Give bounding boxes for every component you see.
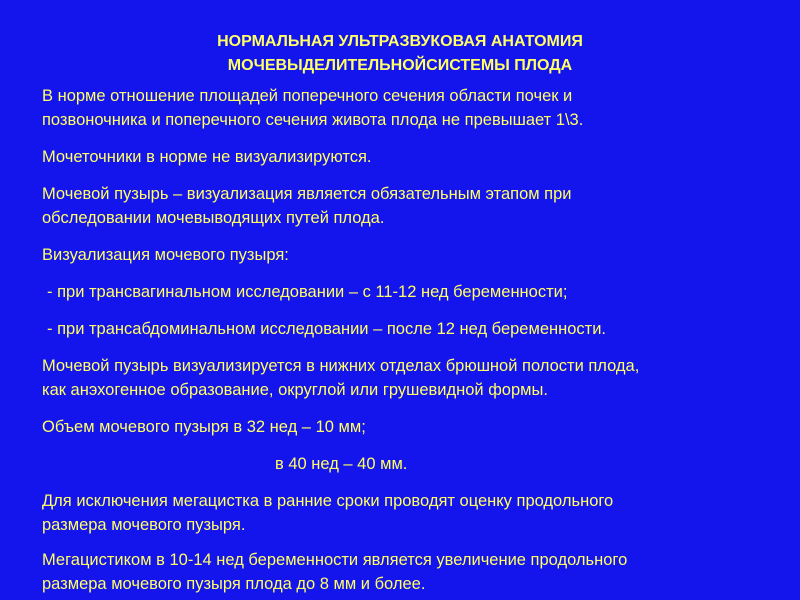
text-line: позвоночника и поперечного сечения живота плода не превышает 1\3. <box>42 111 584 129</box>
text-line: Для исключения мегацистка в ранние сроки проводят оценку продольного <box>42 492 614 510</box>
paragraph-bladder-location <box>42 354 782 402</box>
paragraph-ureters <box>42 145 782 169</box>
paragraph-transabdominal <box>42 317 782 341</box>
text-line: В норме отношение площадей поперечного сечения области почек и <box>42 87 573 105</box>
text-line: Мегацистиком в 10-14 нед беременности является увеличение продольного <box>42 551 628 569</box>
text-line: Мочеточники в норме не визуализируются. <box>42 148 372 166</box>
text-line: Объем мочевого пузыря в 32 нед – 10 мм; <box>42 418 366 436</box>
paragraph-ratio <box>42 84 782 132</box>
text-line: - при трансабдоминальном исследовании – после 12 нед беременности. <box>47 320 607 338</box>
paragraph-megacystis-definition <box>42 548 782 596</box>
text-line: Мочевой пузырь визуализируется в нижних отделах брюшной полости плода, <box>42 357 640 375</box>
text-line: в 40 нед – 40 мм. <box>275 455 408 473</box>
text-line: - при трансвагинальном исследовании – с 11-12 нед беременности; <box>47 283 568 301</box>
paragraph-volume-32 <box>42 415 782 439</box>
slide-title <box>0 30 800 78</box>
paragraph-visualization-heading <box>42 243 782 267</box>
text-line: Мочевой пузырь – визуализация является обязательным этапом при <box>42 185 572 203</box>
paragraph-megacystis-exclusion <box>42 489 782 537</box>
text-line: обследовании мочевыводящих путей плода. <box>42 209 385 227</box>
paragraph-transvaginal <box>42 280 782 304</box>
paragraph-volume-40 <box>42 452 782 476</box>
text-line: Визуализация мочевого пузыря: <box>42 246 289 264</box>
title-line-1: НОРМАЛЬНАЯ УЛЬТРАЗВУКОВАЯ АНАТОМИЯ <box>217 33 583 50</box>
text-line: как анэхогенное образование, округлой или грушевидной формы. <box>42 381 548 399</box>
paragraph-bladder-stage <box>42 182 782 230</box>
text-line: размера мочевого пузыря плода до 8 мм и более. <box>42 575 426 593</box>
title-line-2: МОЧЕВЫДЕЛИТЕЛЬНОЙСИСТЕМЫ ПЛОДА <box>227 57 573 74</box>
slide-body <box>42 84 782 596</box>
text-line: размера мочевого пузыря. <box>42 516 246 534</box>
